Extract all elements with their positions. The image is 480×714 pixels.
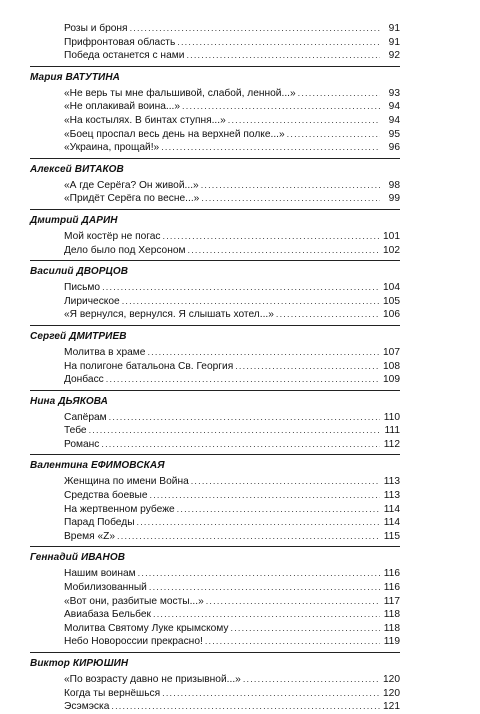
entry-page-number: 92	[388, 50, 400, 62]
toc-entry	[64, 595, 400, 609]
entry-page-number: 95	[388, 128, 400, 140]
dot-leader	[89, 424, 380, 438]
entry-page-number: 120	[383, 674, 400, 685]
entry-page-number: 111	[384, 425, 400, 437]
toc-entry	[64, 281, 400, 295]
toc-entry	[64, 36, 400, 50]
entry-title: Когда ты вернёшься	[64, 687, 161, 699]
toc-entry	[64, 411, 400, 425]
author-last-name: ДАРИН	[81, 214, 118, 226]
dot-leader	[177, 503, 380, 517]
toc-entry	[64, 687, 400, 701]
author-first-name: Алексей	[30, 163, 72, 175]
toc-entry	[64, 308, 400, 322]
toc-entry	[64, 49, 400, 63]
entry-page-number: 109	[383, 374, 400, 386]
toc-entry	[64, 489, 400, 503]
toc-entry	[64, 673, 400, 687]
author-heading	[30, 66, 400, 84]
dot-leader	[298, 87, 380, 101]
entry-title: Молитва Святому Луке крымскому	[64, 622, 229, 634]
dot-leader	[201, 192, 380, 206]
entry-page-number: 107	[383, 346, 400, 358]
entry-page-number: 101	[383, 230, 400, 242]
toc-section	[30, 209, 400, 257]
toc-entry	[64, 608, 400, 622]
entry-title: Розы и броня	[64, 23, 128, 34]
author-last-name: ДЬЯКОВА	[58, 395, 109, 407]
entry-title: Тебе	[64, 425, 87, 437]
dot-leader	[191, 475, 380, 489]
toc-section	[30, 260, 400, 322]
author-first-name: Валентина	[30, 460, 89, 472]
entry-title: Эсэмэска	[64, 701, 110, 713]
entry-title: Молитва в храме	[64, 346, 146, 358]
toc-entry	[64, 373, 400, 387]
entry-title: На полигоне батальона Св. Георгия	[64, 360, 234, 372]
toc-entry	[64, 635, 400, 649]
entry-page-number: 94	[388, 101, 400, 113]
entry-page-number: 91	[388, 23, 400, 34]
author-first-name: Мария	[30, 71, 63, 83]
author-last-name: ДВОРЦОВ	[76, 266, 129, 278]
entry-page-number: 102	[383, 244, 400, 256]
entry-title: Авиабаза Бельбек	[64, 609, 151, 621]
dot-leader	[182, 100, 380, 114]
entry-title: «Боец проспал весь день на верхней полке...»	[64, 128, 285, 140]
dot-leader	[188, 244, 380, 258]
entry-page-number: 98	[388, 179, 400, 191]
entry-page-number: 108	[383, 360, 400, 372]
author-first-name: Геннадий	[30, 552, 79, 564]
author-first-name: Сергей	[30, 330, 67, 342]
dot-leader	[109, 411, 380, 425]
toc-entry	[64, 503, 400, 517]
dot-leader	[228, 114, 380, 128]
entry-title: Сапёрам	[64, 411, 107, 423]
entry-title: Парад Победы	[64, 517, 135, 529]
dot-leader	[111, 700, 380, 714]
entry-page-number: 93	[388, 87, 400, 99]
dot-leader	[201, 179, 380, 193]
dot-leader	[122, 295, 380, 309]
toc-entry	[64, 516, 400, 530]
entry-title: Мобилизованный	[64, 582, 147, 594]
toc-section	[30, 546, 400, 649]
dot-leader	[149, 581, 380, 595]
toc-entry	[64, 87, 400, 101]
author-last-name: ВАТУТИНА	[65, 71, 120, 83]
toc-entry	[64, 567, 400, 581]
dot-leader	[205, 635, 380, 649]
dot-leader	[287, 128, 380, 142]
author-last-name: КИРЮШИН	[72, 658, 129, 669]
entry-page-number: 118	[383, 622, 400, 634]
author-last-name: ИВАНОВ	[80, 552, 126, 564]
entry-page-number: 105	[383, 295, 400, 307]
toc-section	[30, 454, 400, 543]
dot-leader	[137, 516, 380, 530]
dot-leader	[231, 622, 380, 636]
toc-section	[30, 66, 400, 155]
toc-section	[30, 390, 400, 452]
dot-leader	[153, 608, 380, 622]
entry-page-number: 113	[383, 476, 400, 488]
entry-title: «Придёт Серёга по весне...»	[64, 193, 200, 205]
author-heading	[30, 390, 400, 408]
dot-leader	[147, 346, 380, 360]
dot-leader	[150, 489, 380, 503]
dot-leader	[101, 438, 380, 452]
author-first-name: Виктор	[30, 658, 70, 669]
dot-leader	[161, 141, 380, 155]
toc-entry	[64, 424, 400, 438]
entry-page-number: 116	[383, 568, 400, 580]
toc-entry	[64, 141, 400, 155]
toc-entry	[64, 230, 400, 244]
toc-entry	[64, 475, 400, 489]
toc-entry	[64, 192, 400, 206]
entry-title: «Вот они, разбитые мосты...»	[64, 595, 204, 607]
author-heading	[30, 652, 400, 670]
entry-page-number: 119	[383, 636, 400, 648]
entry-page-number: 120	[383, 687, 400, 699]
dot-leader	[186, 49, 380, 63]
entry-page-number: 104	[383, 282, 400, 294]
toc-entry	[64, 581, 400, 595]
dot-leader	[243, 673, 380, 687]
author-heading	[30, 209, 400, 227]
dot-leader	[102, 281, 380, 295]
dot-leader	[117, 530, 380, 544]
author-heading	[30, 260, 400, 278]
entry-page-number: 110	[383, 411, 400, 423]
entry-page-number: 106	[383, 309, 400, 321]
author-heading	[30, 454, 400, 472]
entry-page-number: 117	[383, 595, 400, 607]
table-of-contents	[30, 22, 400, 714]
toc-section	[64, 22, 400, 63]
author-first-name: Василий	[30, 266, 74, 278]
entry-title: «По возрасту давно не призывной...»	[64, 674, 241, 685]
author-first-name: Нина	[30, 395, 56, 407]
entry-title: «Не верь ты мне фальшивой, слабой, ленной...»	[64, 87, 296, 99]
toc-entry	[64, 622, 400, 636]
entry-title: Прифронтовая область	[64, 36, 176, 48]
dot-leader	[130, 22, 380, 36]
author-last-name: ДМИТРИЕВ	[69, 330, 127, 342]
author-last-name: ЕФИМОВСКАЯ	[91, 460, 165, 472]
dot-leader	[162, 687, 380, 701]
author-heading	[30, 325, 400, 343]
entry-page-number: 114	[383, 503, 400, 515]
toc-entry	[64, 100, 400, 114]
entry-page-number: 96	[388, 142, 400, 154]
toc-entry	[64, 114, 400, 128]
entry-title: Лирическое	[64, 295, 120, 307]
entry-title: Женщина по имени Война	[64, 476, 189, 488]
author-heading	[30, 546, 400, 564]
dot-leader	[235, 360, 380, 374]
dot-leader	[177, 36, 380, 50]
entry-title: Романс	[64, 438, 100, 450]
entry-page-number: 121	[383, 701, 400, 713]
entry-title: Донбасс	[64, 374, 104, 386]
entry-title: Время «Z»	[64, 530, 116, 542]
entry-title: Письмо	[64, 282, 101, 294]
author-heading	[30, 158, 400, 176]
entry-title: «Я вернулся, вернулся. Я слышать хотел...»	[64, 309, 274, 321]
entry-title: Дело было под Херсоном	[64, 244, 186, 256]
entry-title: Средства боевые	[64, 490, 148, 502]
entry-page-number: 113	[383, 490, 400, 502]
entry-page-number: 112	[383, 438, 400, 450]
author-first-name: Дмитрий	[30, 214, 79, 226]
entry-title: Нашим воинам	[64, 568, 136, 580]
dot-leader	[106, 373, 380, 387]
toc-section	[30, 158, 400, 206]
dot-leader	[206, 595, 380, 609]
toc-entry	[64, 22, 400, 36]
entry-page-number: 118	[383, 609, 400, 621]
entry-title: На жертвенном рубеже	[64, 503, 175, 515]
toc-entry	[64, 360, 400, 374]
toc-entry	[64, 700, 400, 714]
entry-page-number: 99	[388, 193, 400, 205]
entry-title: «На костылях. В бинтах ступня...»	[64, 114, 226, 126]
author-last-name: ВИТАКОВ	[74, 163, 124, 175]
dot-leader	[276, 308, 380, 322]
dot-leader	[138, 567, 380, 581]
toc-entry	[64, 438, 400, 452]
entry-page-number: 94	[388, 114, 400, 126]
toc-section	[30, 325, 400, 387]
entry-title: Небо Новороссии прекрасно!	[64, 636, 203, 648]
entry-title: Мой костёр не погас	[64, 230, 161, 242]
toc-entry	[64, 179, 400, 193]
entry-title: «А где Серёга? Он живой...»	[64, 179, 199, 191]
entry-title: «Не оплакивай воина...»	[64, 101, 181, 113]
entry-title: «Украина, прощай!»	[64, 142, 160, 154]
entry-page-number: 115	[383, 530, 400, 542]
entry-title: Победа останется с нами	[64, 50, 185, 62]
toc-entry	[64, 244, 400, 258]
toc-entry	[64, 295, 400, 309]
entry-page-number: 116	[383, 582, 400, 594]
toc-entry	[64, 530, 400, 544]
entry-page-number: 91	[388, 36, 400, 48]
dot-leader	[163, 230, 380, 244]
toc-section	[30, 652, 400, 714]
toc-entry	[64, 346, 400, 360]
toc-entry	[64, 128, 400, 142]
entry-page-number: 114	[383, 517, 400, 529]
